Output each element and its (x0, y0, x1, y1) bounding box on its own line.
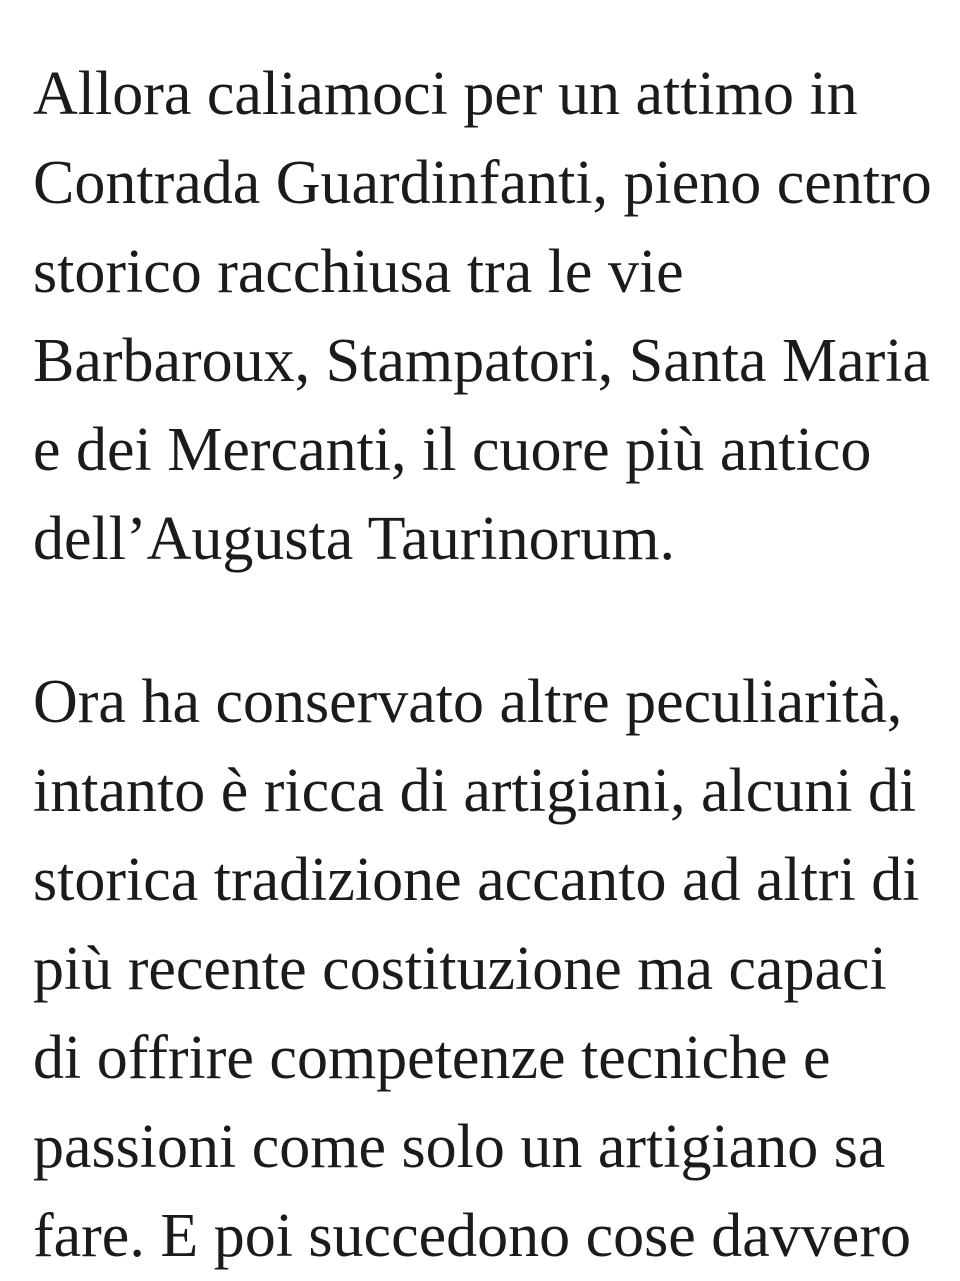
text-line: Barbaroux, Stampatori, Santa Maria (33, 327, 931, 395)
text-line: storica tradizione accanto ad altri di (33, 846, 920, 914)
text-line: passioni come solo un artigiano sa (33, 1113, 886, 1181)
text-line: dell’Augusta Taurinorum. (33, 505, 675, 573)
text-line: e dei Mercanti, il cuore più antico (33, 416, 872, 484)
text-line: intanto è ricca di artigiani, alcuni di (33, 757, 917, 825)
text-line: Ora ha conservato altre peculiarità, (33, 668, 903, 736)
text-line: di offrire competenze tecniche e (33, 1024, 831, 1092)
text-line: fare. E poi succedono cose davvero (33, 1202, 911, 1270)
paragraph-2 (33, 658, 932, 1281)
text-line: Allora caliamoci per un attimo in (33, 60, 858, 128)
text-line: più recente costituzione ma capaci (33, 935, 887, 1003)
text-line: Contrada Guardinfanti, pieno centro (33, 149, 932, 217)
text-line: storico racchiusa tra le vie (33, 238, 684, 306)
paragraph-1 (33, 50, 932, 584)
